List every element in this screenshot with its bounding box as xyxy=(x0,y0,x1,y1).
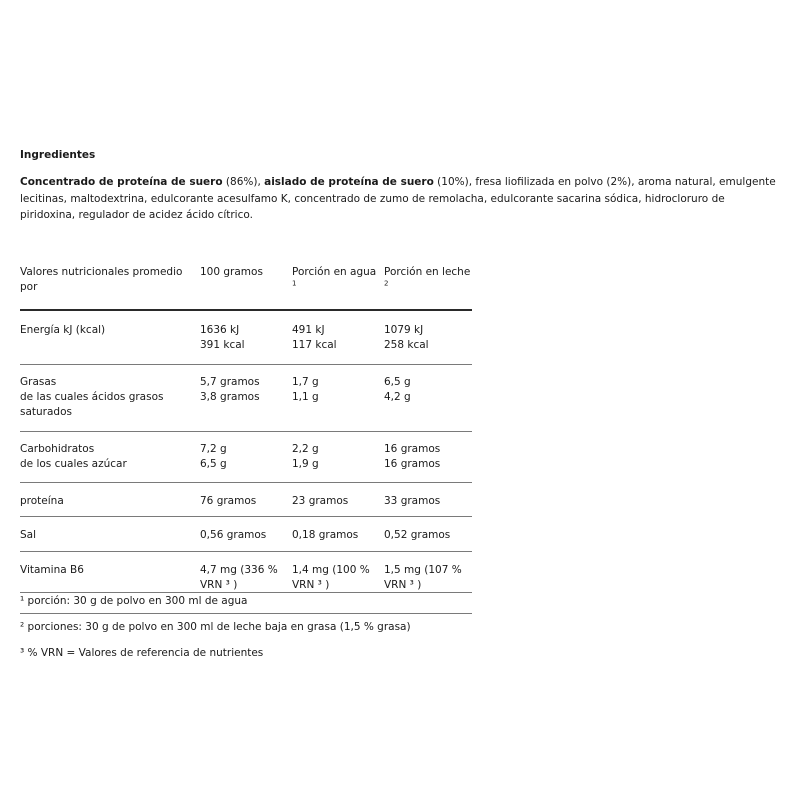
table-row xyxy=(20,311,472,365)
table-header-row xyxy=(20,265,472,311)
row-value-100g: 7,2 g 6,5 g xyxy=(200,443,227,470)
ingredients-title: Ingredientes xyxy=(20,149,96,161)
table-row xyxy=(20,483,472,517)
table-row xyxy=(20,517,472,552)
footnote-2: ² porciones: 30 g de polvo en 300 ml de leche baja en grasa (1,5 % grasa) xyxy=(20,621,411,633)
row-value-water: 23 gramos xyxy=(292,495,349,507)
ingredient-part: (86%), xyxy=(222,176,265,188)
table-row xyxy=(20,432,472,483)
row-value-water: 491 kJ 117 kcal xyxy=(292,324,337,351)
row-label: Energía kJ (kcal) xyxy=(20,324,106,336)
ingredient-part: aislado de proteína de suero xyxy=(264,176,434,188)
header-portion-milk-sup: 2 xyxy=(384,279,389,288)
row-label: Carbohidratos de los cuales azúcar xyxy=(20,443,127,470)
row-value-100g: 5,7 gramos 3,8 gramos xyxy=(200,376,260,403)
header-portion-water xyxy=(292,265,380,295)
row-value-100g: 4,7 mg (336 % VRN ³ ) xyxy=(200,564,278,591)
row-value-milk: 1079 kJ 258 kcal xyxy=(384,324,429,351)
table-row xyxy=(20,365,472,432)
row-label: Vitamina B6 xyxy=(20,564,84,576)
header-portion-water-sup: 1 xyxy=(292,279,297,288)
row-label: Grasas de las cuales ácidos grasos saturados xyxy=(20,376,164,418)
ingredient-part: (10%), fresa liofilizada en polvo (2%), aroma natural, emulgente lecitinas, maltodextrina, edulcorante acesulfamo K, concentrado de zumo de remolacha, edulcorante sacarina sódica, hidrocloruro de piridoxina, regulador de acidez ácido cítrico. xyxy=(20,176,776,221)
row-value-water: 1,4 mg (100 % VRN ³ ) xyxy=(292,564,370,591)
row-value-water: 0,18 gramos xyxy=(292,529,359,541)
row-value-100g: 1636 kJ 391 kcal xyxy=(200,324,245,351)
row-label: Sal xyxy=(20,529,37,541)
row-value-milk: 33 gramos xyxy=(384,495,441,507)
header-portion-water-label: Porción en agua xyxy=(292,266,377,278)
row-value-100g: 76 gramos xyxy=(200,495,257,507)
ingredient-part: Concentrado de proteína de suero xyxy=(20,176,223,188)
row-label: proteína xyxy=(20,495,64,507)
row-value-milk: 16 gramos 16 gramos xyxy=(384,443,441,470)
row-value-milk: 6,5 g 4,2 g xyxy=(384,376,411,403)
row-value-milk: 0,52 gramos xyxy=(384,529,451,541)
row-value-water: 1,7 g 1,1 g xyxy=(292,376,319,403)
row-value-water: 2,2 g 1,9 g xyxy=(292,443,319,470)
row-value-100g: 0,56 gramos xyxy=(200,529,267,541)
nutrition-table xyxy=(20,265,472,593)
header-portion-milk-label: Porción en leche xyxy=(384,266,471,278)
ingredients-text xyxy=(20,174,780,224)
footnote-divider xyxy=(20,613,472,614)
footnote-3: ³ % VRN = Valores de referencia de nutrientes xyxy=(20,647,264,659)
header-100g: 100 gramos xyxy=(200,266,263,278)
row-value-milk: 1,5 mg (107 % VRN ³ ) xyxy=(384,564,462,591)
header-portion-milk xyxy=(384,265,472,295)
table-row xyxy=(20,552,472,593)
footnote-1: ¹ porción: 30 g de polvo en 300 ml de agua xyxy=(20,595,248,607)
header-nutrition-values: Valores nutricionales promedio por xyxy=(20,266,183,293)
